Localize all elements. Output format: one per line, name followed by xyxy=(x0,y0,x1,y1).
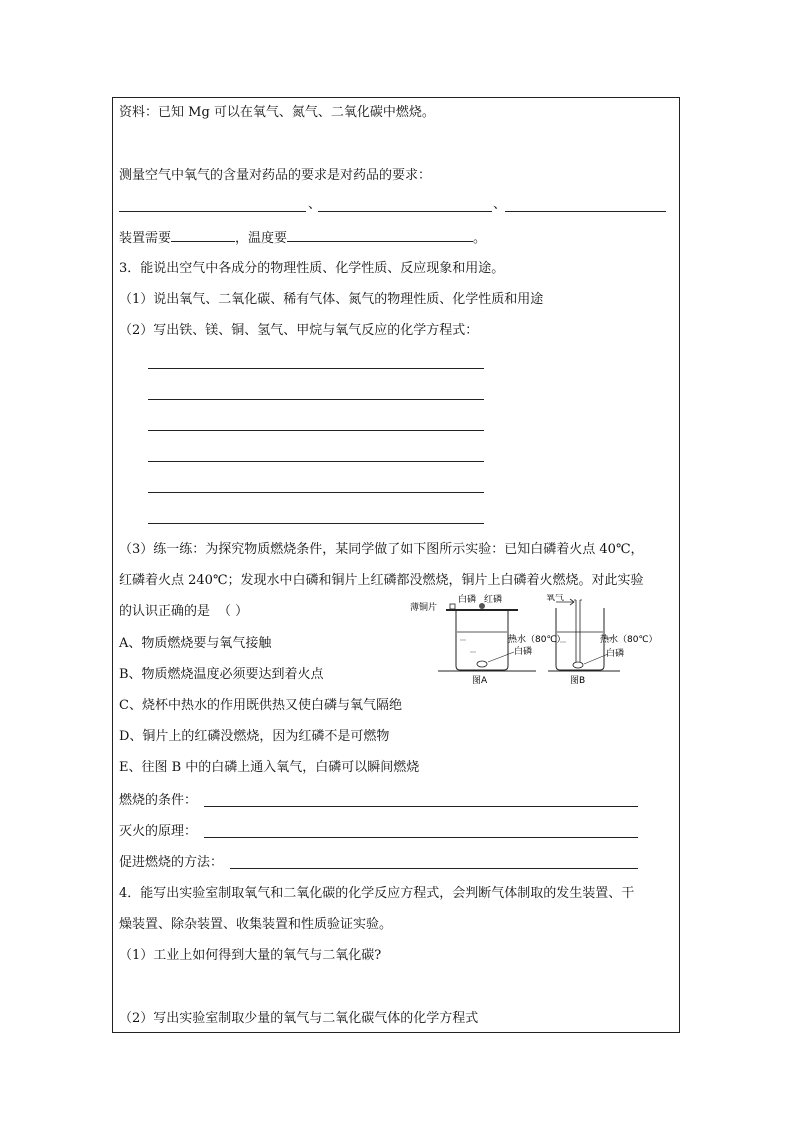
equation-answer-line[interactable] xyxy=(148,461,484,462)
section-3-heading: 3．能说出空气中各成分的物理性质、化学性质、反应现象和用途。 xyxy=(119,261,505,276)
equation-answer-line[interactable] xyxy=(148,523,484,524)
device-requirement-line xyxy=(119,229,486,247)
separator: 、 xyxy=(493,197,507,212)
label-oxygen: 氧气 xyxy=(546,594,565,603)
separator: 、 xyxy=(308,197,322,212)
option-c: C、烧杯中热水的作用既供热又使白磷与氧气隔绝 xyxy=(119,698,402,713)
item-3-1: （1）说出氧气、二氧化碳、稀有气体、氮气的物理性质、化学性质和用途 xyxy=(119,292,544,307)
temperature-label: ，温度要 xyxy=(235,231,288,246)
answer-blank[interactable] xyxy=(171,229,235,242)
promote-combustion-label: 促进燃烧的方法： xyxy=(119,855,224,870)
equation-answer-line[interactable] xyxy=(148,430,484,431)
answer-blank[interactable] xyxy=(287,229,473,242)
answer-blank[interactable] xyxy=(318,211,492,212)
option-e: E、往图 B 中的白磷上通入氧气，白磷可以瞬间燃烧 xyxy=(119,760,420,775)
measure-requirement-text: 测量空气中氧气的含量对药品的要求是对药品的要求： xyxy=(119,168,432,183)
caption-figure-b: 图B xyxy=(570,676,586,686)
practice-text-line: （3）练一练：为探究物质燃烧条件，某同学做了如下图所示实验：已知白磷着火点 40℃， xyxy=(119,542,644,557)
white-phosphorus-in-water-b xyxy=(573,662,583,668)
option-b: B、物质燃烧温度必须要达到着火点 xyxy=(119,667,324,682)
item-3-2: （2）写出铁、镁、铜、氢气、甲烷与氧气反应的化学方程式： xyxy=(119,323,479,338)
answer-blank[interactable] xyxy=(230,868,638,869)
answer-blank[interactable] xyxy=(204,837,638,838)
answer-blank[interactable] xyxy=(204,806,638,807)
label-white-phosphorus-water-a: 白磷 xyxy=(514,647,533,657)
answer-blank[interactable] xyxy=(505,211,666,212)
practice-text-line: 红磷着火点 240℃；发现水中白磷和铜片上红磷都没燃烧，铜片上白磷着火燃烧。对此实验 xyxy=(119,573,644,588)
practice-question xyxy=(119,604,248,620)
extinguish-principle-label: 灭火的原理： xyxy=(119,824,198,839)
item-4-2: （2）写出实验室制取少量的氧气与二氧化碳气体的化学方程式 xyxy=(119,1011,479,1026)
option-d: D、铜片上的红磷没燃烧，因为红磷不是可燃物 xyxy=(119,729,390,744)
combustion-conditions-label: 燃烧的条件： xyxy=(119,793,198,808)
question-stem: 的认识正确的是 xyxy=(119,604,211,619)
answer-blank[interactable] xyxy=(119,211,306,212)
answer-parentheses[interactable]: （ ） xyxy=(218,604,249,619)
section-4-heading-continued: 燥装置、除杂装置、收集装置和性质验证实验。 xyxy=(119,917,393,932)
period: 。 xyxy=(473,231,487,246)
equation-answer-line[interactable] xyxy=(148,492,484,493)
combustion-experiment-figure xyxy=(408,594,658,686)
white-phosphorus-in-water-a xyxy=(477,661,487,667)
section-4-heading: 4．能写出实验室制取氧气和二氧化碳的化学反应方程式，会判断气体制取的发生装置、干 xyxy=(119,886,635,901)
item-4-1: （1）工业上如何得到大量的氧气与二氧化碳? xyxy=(119,948,382,963)
device-label: 装置需要 xyxy=(119,231,172,246)
caption-figure-a: 图A xyxy=(472,676,488,686)
white-phosphorus-on-copper xyxy=(450,604,455,609)
label-copper-sheet: 薄铜片 xyxy=(410,603,438,613)
label-white-phosphorus: 白磷 xyxy=(458,595,477,605)
equation-answer-line[interactable] xyxy=(148,399,484,400)
intro-note: 资料：已知 Mg 可以在氧气、氮气、二氧化碳中燃烧。 xyxy=(119,105,435,120)
label-white-phosphorus-water-b: 白磷 xyxy=(606,649,625,659)
equation-answer-line[interactable] xyxy=(148,368,484,369)
option-a: A、物质燃烧要与氧气接触 xyxy=(119,636,272,651)
label-red-phosphorus: 红磷 xyxy=(484,595,503,605)
label-hot-water-b: 热水（80℃） xyxy=(600,635,658,645)
label-hot-water-a: 热水（80℃） xyxy=(508,635,566,645)
